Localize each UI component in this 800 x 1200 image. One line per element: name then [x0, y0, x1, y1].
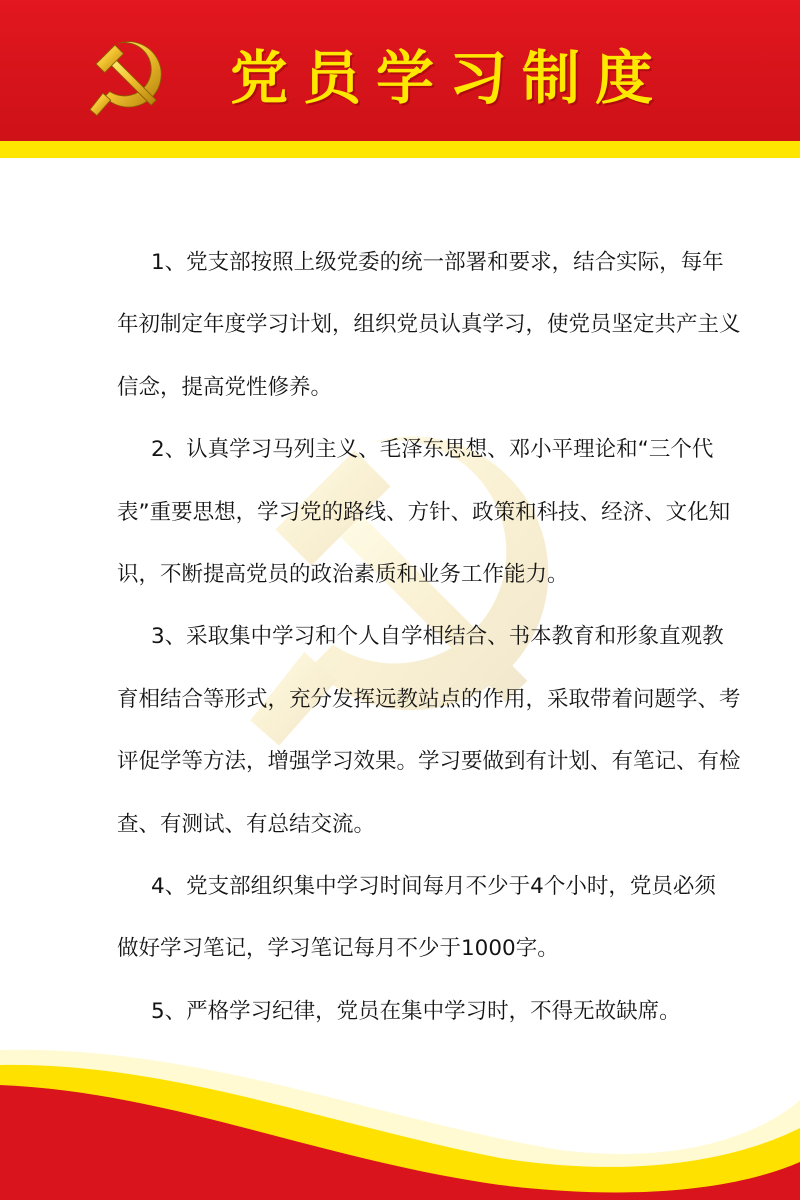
paragraph-line: 育相结合等形式，充分发挥远教站点的作用，采取带着问题学、考 — [117, 686, 741, 712]
header-band — [0, 0, 800, 141]
regulation-text — [117, 232, 777, 1043]
paragraph-line: 1、党支部按照上级党委的统一部署和要求，结合实际，每年 — [151, 250, 724, 275]
paragraph-line: 2、认真学习马列主义、毛泽东思想、邓小平理论和“三个代 — [151, 437, 714, 463]
paragraph-line: 信念，提高党性修养。 — [117, 374, 333, 400]
paragraph-line: 5、严格学习纪律，党员在集中学习时，不得无故缺席。 — [151, 998, 681, 1024]
hammer-and-sickle-icon — [84, 30, 170, 122]
paragraph-line: 做好学习笔记，学习笔记每月不少于1000字。 — [117, 936, 559, 962]
paragraph-line: 识，不断提高党员的政治素质和业务工作能力。 — [117, 561, 569, 587]
paragraph-line: 评促学等方法，增强学习效果。学习要做到有计划、有笔记、有检 — [117, 749, 741, 775]
paragraph-5 — [117, 981, 777, 1043]
paragraph-3 — [117, 606, 777, 856]
bottom-wave-decoration — [0, 1040, 800, 1200]
page-title: 党员学习制度 — [230, 44, 669, 112]
paragraph-line: 年初制定年度学习计划，组织党员认真学习，使党员坚定共产主义 — [117, 312, 741, 338]
paragraph-line: 3、采取集中学习和个人自学相结合、书本教育和形象直观教 — [151, 624, 724, 650]
paragraph-line: 查、有测试、有总结交流。 — [117, 811, 376, 837]
paragraph-1 — [117, 232, 777, 419]
header-stripe — [0, 141, 800, 158]
paragraph-line: 表”重要思想，学习党的路线、方针、政策和科技、经济、文化知 — [117, 499, 731, 525]
paragraph-2 — [117, 419, 777, 606]
paragraph-4 — [117, 856, 777, 981]
paragraph-line: 4、党支部组织集中学习时间每月不少于4个小时，党员必须 — [151, 873, 716, 899]
